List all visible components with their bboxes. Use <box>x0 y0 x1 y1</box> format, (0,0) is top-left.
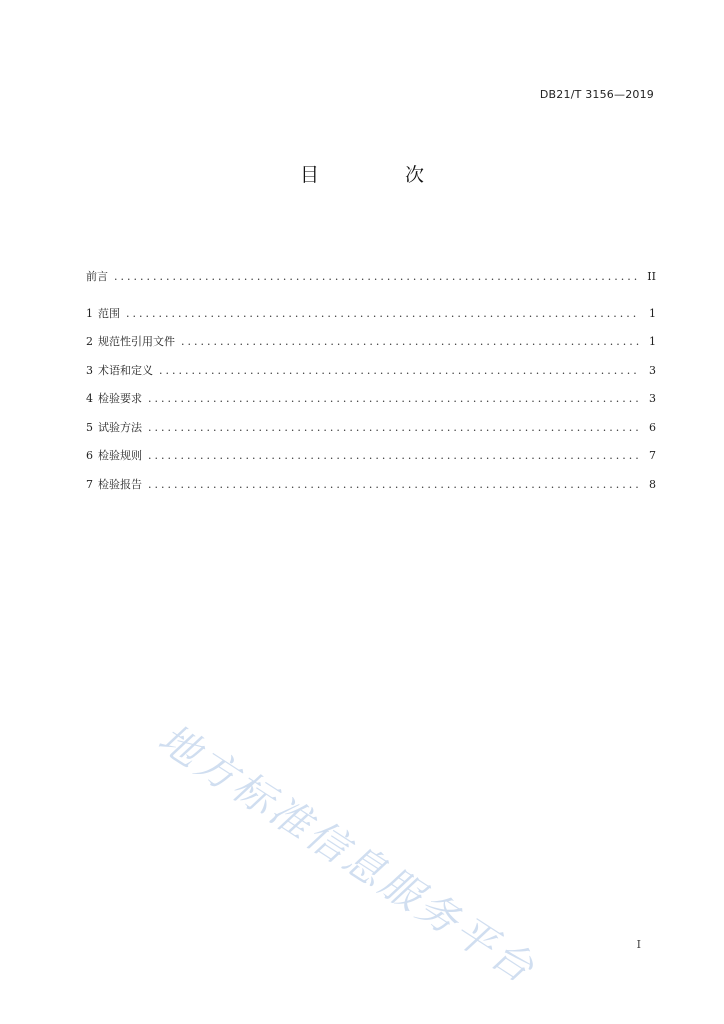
toc-dot-leader <box>114 270 640 283</box>
toc-entry-page: 6 <box>649 420 656 434</box>
toc-entry-label: 术语和定义 <box>98 363 153 377</box>
page-number: I <box>636 938 641 951</box>
page-title: 目 次 <box>299 164 465 186</box>
toc-entry-page: 7 <box>649 449 656 462</box>
toc-entry-number: 1 <box>86 306 93 320</box>
toc-entry-label: 检验报告 <box>98 477 142 491</box>
toc-dot-leader <box>148 392 640 405</box>
toc-entry-test-methods[interactable] <box>86 419 656 448</box>
toc-entry-label: 试验方法 <box>98 420 142 434</box>
watermark: 地方标准信息服务平台 <box>150 715 545 994</box>
toc-entry-number: 6 <box>86 449 93 462</box>
toc-entry-label: 前言 <box>86 270 108 283</box>
toc-entry-terms-definitions[interactable] <box>86 362 656 391</box>
toc-dot-leader <box>126 307 640 320</box>
toc-entry-label: 范围 <box>98 306 120 320</box>
toc-entry-page: 3 <box>649 392 656 405</box>
toc-entry-page: 1 <box>649 306 656 320</box>
toc-entry-label: 检验要求 <box>98 392 142 405</box>
toc-entry-number: 3 <box>86 363 93 377</box>
toc-dot-leader <box>181 335 640 348</box>
toc-entry-foreword[interactable] <box>86 268 656 297</box>
toc-entry-page: 1 <box>649 335 656 348</box>
toc-entry-page: 8 <box>649 477 656 491</box>
toc-dot-leader <box>148 478 640 491</box>
toc-entry-label: 检验规则 <box>98 449 142 462</box>
toc-dot-leader <box>159 364 640 377</box>
toc-entry-number: 5 <box>86 420 93 434</box>
toc-entry-label: 规范性引用文件 <box>98 335 175 348</box>
toc-entry-scope[interactable] <box>86 305 656 334</box>
toc-entry-inspection-requirements[interactable] <box>86 390 656 419</box>
toc-entry-number: 2 <box>86 335 93 348</box>
toc-entry-normative-references[interactable] <box>86 333 656 362</box>
toc-entry-inspection-report[interactable] <box>86 476 656 505</box>
document-code: DB21/T 3156—2019 <box>539 88 654 101</box>
table-of-contents <box>86 268 656 504</box>
toc-entry-page: II <box>647 270 656 283</box>
toc-entry-number: 4 <box>86 392 93 405</box>
toc-dot-leader <box>148 449 640 462</box>
toc-entry-page: 3 <box>649 363 656 377</box>
toc-entry-inspection-rules[interactable] <box>86 447 656 476</box>
toc-dot-leader <box>148 421 640 434</box>
toc-entry-number: 7 <box>86 477 93 491</box>
